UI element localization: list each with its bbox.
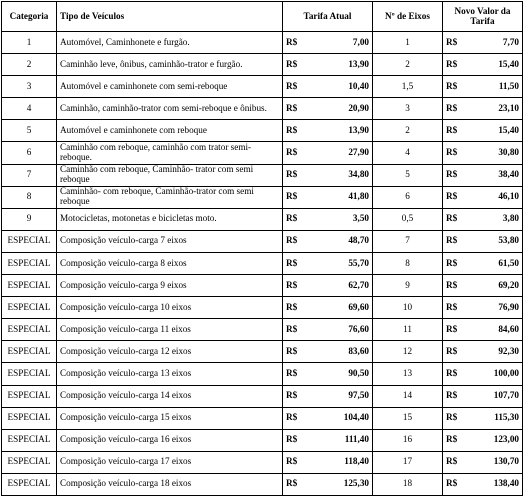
toll-tariff-table bbox=[1, 1, 523, 496]
cell-tipo-veiculo: Motocicletas, motonetas e bicicletas moto. bbox=[57, 208, 283, 230]
novo-valor-value: 7,70 bbox=[502, 36, 519, 47]
cell-tarifa-atual bbox=[283, 297, 373, 319]
tarifa-atual-value: 90,50 bbox=[348, 367, 369, 378]
currency-symbol: R$ bbox=[446, 191, 458, 202]
novo-valor-value: 138,40 bbox=[493, 478, 519, 489]
cell-novo-valor bbox=[443, 429, 523, 451]
novo-valor-value: 30,80 bbox=[498, 147, 519, 158]
currency-symbol: R$ bbox=[286, 102, 298, 113]
currency-symbol: R$ bbox=[286, 80, 298, 91]
cell-categoria: ESPECIAL bbox=[2, 429, 57, 451]
currency-symbol: R$ bbox=[286, 478, 298, 489]
tarifa-atual-value: 69,60 bbox=[348, 301, 369, 312]
cell-numero-eixos: 5 bbox=[373, 164, 443, 186]
cell-tipo-veiculo: Caminhão com reboque, caminhão com trator semi-reboque. bbox=[57, 142, 283, 164]
cell-tipo-veiculo: Composição veículo-carga 8 eixos bbox=[57, 252, 283, 274]
tarifa-atual-value: 3,50 bbox=[352, 213, 369, 224]
cell-numero-eixos: 2 bbox=[373, 54, 443, 76]
table-body bbox=[2, 32, 523, 496]
cell-categoria: ESPECIAL bbox=[2, 407, 57, 429]
cell-categoria: 9 bbox=[2, 208, 57, 230]
cell-numero-eixos: 1,5 bbox=[373, 76, 443, 98]
cell-categoria: ESPECIAL bbox=[2, 319, 57, 341]
table-row bbox=[2, 429, 523, 451]
novo-valor-value: 69,20 bbox=[498, 279, 519, 290]
cell-tarifa-atual bbox=[283, 385, 373, 407]
currency-symbol: R$ bbox=[446, 456, 458, 467]
cell-numero-eixos: 2 bbox=[373, 120, 443, 142]
cell-categoria: ESPECIAL bbox=[2, 252, 57, 274]
currency-symbol: R$ bbox=[446, 102, 458, 113]
cell-tarifa-atual bbox=[283, 54, 373, 76]
header-tarifa-atual: Tarifa Atual bbox=[283, 2, 373, 32]
tarifa-atual-value: 13,90 bbox=[348, 124, 369, 135]
cell-numero-eixos: 10 bbox=[373, 297, 443, 319]
cell-novo-valor bbox=[443, 473, 523, 495]
tarifa-atual-value: 10,40 bbox=[348, 80, 369, 91]
cell-novo-valor bbox=[443, 164, 523, 186]
cell-tarifa-atual bbox=[283, 76, 373, 98]
table-row bbox=[2, 252, 523, 274]
currency-symbol: R$ bbox=[286, 58, 298, 69]
novo-valor-value: 38,40 bbox=[498, 169, 519, 180]
currency-symbol: R$ bbox=[286, 235, 298, 246]
currency-symbol: R$ bbox=[446, 478, 458, 489]
cell-tipo-veiculo: Composição veículo-carga 17 eixos bbox=[57, 451, 283, 473]
cell-tipo-veiculo: Composição veículo-carga 11 eixos bbox=[57, 319, 283, 341]
cell-novo-valor bbox=[443, 32, 523, 54]
cell-tarifa-atual bbox=[283, 120, 373, 142]
currency-symbol: R$ bbox=[286, 124, 298, 135]
novo-valor-value: 130,70 bbox=[493, 456, 519, 467]
cell-novo-valor bbox=[443, 54, 523, 76]
cell-tipo-veiculo: Automóvel, Caminhonete e furgão. bbox=[57, 32, 283, 54]
currency-symbol: R$ bbox=[446, 301, 458, 312]
currency-symbol: R$ bbox=[286, 434, 298, 445]
cell-tarifa-atual bbox=[283, 164, 373, 186]
currency-symbol: R$ bbox=[446, 434, 458, 445]
cell-numero-eixos: 0,5 bbox=[373, 208, 443, 230]
cell-categoria: 2 bbox=[2, 54, 57, 76]
currency-symbol: R$ bbox=[286, 257, 298, 268]
tarifa-atual-value: 83,60 bbox=[348, 345, 369, 356]
currency-symbol: R$ bbox=[446, 367, 458, 378]
tarifa-atual-value: 34,80 bbox=[348, 169, 369, 180]
tarifa-atual-value: 125,30 bbox=[343, 478, 369, 489]
novo-valor-value: 46,10 bbox=[498, 191, 519, 202]
currency-symbol: R$ bbox=[286, 323, 298, 334]
cell-numero-eixos: 8 bbox=[373, 252, 443, 274]
table-row bbox=[2, 32, 523, 54]
cell-novo-valor bbox=[443, 319, 523, 341]
currency-symbol: R$ bbox=[446, 257, 458, 268]
cell-tipo-veiculo: Caminhão leve, ônibus, caminhão-trator e furgão. bbox=[57, 54, 283, 76]
cell-novo-valor bbox=[443, 385, 523, 407]
cell-numero-eixos: 18 bbox=[373, 473, 443, 495]
cell-novo-valor bbox=[443, 120, 523, 142]
cell-novo-valor bbox=[443, 76, 523, 98]
tarifa-atual-value: 48,70 bbox=[348, 235, 369, 246]
cell-tarifa-atual bbox=[283, 208, 373, 230]
tarifa-atual-value: 7,00 bbox=[352, 36, 369, 47]
cell-tarifa-atual bbox=[283, 252, 373, 274]
header-categoria: Categoria bbox=[2, 2, 57, 32]
cell-tarifa-atual bbox=[283, 230, 373, 252]
cell-novo-valor bbox=[443, 98, 523, 120]
cell-tarifa-atual bbox=[283, 451, 373, 473]
novo-valor-value: 11,50 bbox=[498, 80, 519, 91]
cell-categoria: 8 bbox=[2, 186, 57, 208]
tarifa-atual-value: 118,40 bbox=[344, 456, 369, 467]
cell-tipo-veiculo: Composição veículo-carga 14 eixos bbox=[57, 385, 283, 407]
cell-novo-valor bbox=[443, 341, 523, 363]
cell-tarifa-atual bbox=[283, 98, 373, 120]
novo-valor-value: 61,50 bbox=[498, 257, 519, 268]
table-row bbox=[2, 142, 523, 164]
tarifa-atual-value: 62,70 bbox=[348, 279, 369, 290]
currency-symbol: R$ bbox=[446, 345, 458, 356]
tarifa-atual-value: 76,60 bbox=[348, 323, 369, 334]
cell-tarifa-atual bbox=[283, 275, 373, 297]
cell-tipo-veiculo: Composição veículo-carga 7 eixos bbox=[57, 230, 283, 252]
cell-categoria: ESPECIAL bbox=[2, 341, 57, 363]
cell-tarifa-atual bbox=[283, 363, 373, 385]
cell-categoria: ESPECIAL bbox=[2, 363, 57, 385]
table-row bbox=[2, 98, 523, 120]
cell-novo-valor bbox=[443, 142, 523, 164]
cell-numero-eixos: 15 bbox=[373, 407, 443, 429]
currency-symbol: R$ bbox=[446, 58, 458, 69]
currency-symbol: R$ bbox=[446, 279, 458, 290]
currency-symbol: R$ bbox=[286, 301, 298, 312]
cell-numero-eixos: 16 bbox=[373, 429, 443, 451]
cell-tipo-veiculo: Composição veículo-carga 18 eixos bbox=[57, 473, 283, 495]
cell-numero-eixos: 14 bbox=[373, 385, 443, 407]
cell-categoria: ESPECIAL bbox=[2, 451, 57, 473]
novo-valor-value: 76,90 bbox=[498, 301, 519, 312]
tarifa-atual-value: 27,90 bbox=[348, 147, 369, 158]
tarifa-atual-value: 20,90 bbox=[348, 102, 369, 113]
novo-valor-value: 23,10 bbox=[498, 102, 519, 113]
currency-symbol: R$ bbox=[446, 147, 458, 158]
table-row bbox=[2, 208, 523, 230]
novo-valor-value: 92,30 bbox=[498, 345, 519, 356]
cell-tarifa-atual bbox=[283, 319, 373, 341]
cell-numero-eixos: 1 bbox=[373, 32, 443, 54]
cell-tarifa-atual bbox=[283, 429, 373, 451]
cell-tipo-veiculo: Automóvel e caminhonete com semi-reboque bbox=[57, 76, 283, 98]
currency-symbol: R$ bbox=[446, 390, 458, 401]
table-row bbox=[2, 297, 523, 319]
currency-symbol: R$ bbox=[446, 412, 458, 423]
table-row bbox=[2, 230, 523, 252]
currency-symbol: R$ bbox=[446, 124, 458, 135]
table-row bbox=[2, 164, 523, 186]
novo-valor-value: 115,30 bbox=[494, 412, 519, 423]
currency-symbol: R$ bbox=[286, 367, 298, 378]
cell-novo-valor bbox=[443, 363, 523, 385]
currency-symbol: R$ bbox=[286, 36, 298, 47]
table-row bbox=[2, 275, 523, 297]
header-tipo-veiculos: Tipo de Veículos bbox=[57, 2, 283, 32]
cell-novo-valor bbox=[443, 208, 523, 230]
cell-tipo-veiculo: Composição veículo-carga 9 eixos bbox=[57, 275, 283, 297]
currency-symbol: R$ bbox=[446, 213, 458, 224]
tarifa-atual-value: 55,70 bbox=[348, 257, 369, 268]
tarifa-atual-value: 97,50 bbox=[348, 390, 369, 401]
cell-novo-valor bbox=[443, 451, 523, 473]
cell-tarifa-atual bbox=[283, 32, 373, 54]
cell-tarifa-atual bbox=[283, 407, 373, 429]
cell-categoria: 3 bbox=[2, 76, 57, 98]
cell-novo-valor bbox=[443, 252, 523, 274]
cell-novo-valor bbox=[443, 297, 523, 319]
cell-novo-valor bbox=[443, 407, 523, 429]
novo-valor-value: 3,80 bbox=[502, 213, 519, 224]
table-row bbox=[2, 186, 523, 208]
table-row bbox=[2, 319, 523, 341]
cell-tipo-veiculo: Composição veículo-carga 10 eixos bbox=[57, 297, 283, 319]
table-row bbox=[2, 473, 523, 495]
cell-tipo-veiculo: Composição veículo-carga 16 eixos bbox=[57, 429, 283, 451]
header-row bbox=[2, 2, 523, 32]
cell-novo-valor bbox=[443, 186, 523, 208]
cell-tarifa-atual bbox=[283, 341, 373, 363]
novo-valor-value: 100,00 bbox=[493, 367, 519, 378]
cell-novo-valor bbox=[443, 230, 523, 252]
tarifa-atual-value: 41,80 bbox=[348, 191, 369, 202]
currency-symbol: R$ bbox=[286, 169, 298, 180]
cell-categoria: 4 bbox=[2, 98, 57, 120]
novo-valor-value: 123,00 bbox=[493, 434, 519, 445]
table-row bbox=[2, 363, 523, 385]
cell-tarifa-atual bbox=[283, 142, 373, 164]
header-novo-valor: Novo Valor da Tarifa bbox=[443, 2, 523, 32]
table-row bbox=[2, 341, 523, 363]
table-row bbox=[2, 451, 523, 473]
currency-symbol: R$ bbox=[446, 36, 458, 47]
cell-tipo-veiculo: Composição veículo-carga 13 eixos bbox=[57, 363, 283, 385]
novo-valor-value: 107,70 bbox=[493, 390, 519, 401]
cell-tipo-veiculo: Caminhão, caminhão-trator com semi-reboque e ônibus. bbox=[57, 98, 283, 120]
currency-symbol: R$ bbox=[286, 279, 298, 290]
table-row bbox=[2, 120, 523, 142]
cell-categoria: ESPECIAL bbox=[2, 297, 57, 319]
cell-tipo-veiculo: Caminhão- com reboque, Caminhão-trator com semi reboque bbox=[57, 186, 283, 208]
currency-symbol: R$ bbox=[286, 213, 298, 224]
cell-categoria: 7 bbox=[2, 164, 57, 186]
cell-categoria: 5 bbox=[2, 120, 57, 142]
novo-valor-value: 53,80 bbox=[498, 235, 519, 246]
cell-tipo-veiculo: Caminhão com reboque, Caminhão- trator com semi reboque bbox=[57, 164, 283, 186]
table-row bbox=[2, 76, 523, 98]
currency-symbol: R$ bbox=[286, 456, 298, 467]
header-numero-eixos: Nº de Eixos bbox=[373, 2, 443, 32]
cell-tipo-veiculo: Automóvel e caminhonete com reboque bbox=[57, 120, 283, 142]
table-row bbox=[2, 54, 523, 76]
currency-symbol: R$ bbox=[286, 191, 298, 202]
cell-numero-eixos: 4 bbox=[373, 142, 443, 164]
table-row bbox=[2, 407, 523, 429]
cell-categoria: ESPECIAL bbox=[2, 275, 57, 297]
currency-symbol: R$ bbox=[446, 169, 458, 180]
cell-categoria: ESPECIAL bbox=[2, 385, 57, 407]
cell-novo-valor bbox=[443, 275, 523, 297]
cell-categoria: ESPECIAL bbox=[2, 230, 57, 252]
cell-categoria: ESPECIAL bbox=[2, 473, 57, 495]
currency-symbol: R$ bbox=[286, 412, 298, 423]
currency-symbol: R$ bbox=[446, 323, 458, 334]
table-row bbox=[2, 385, 523, 407]
cell-numero-eixos: 17 bbox=[373, 451, 443, 473]
cell-tarifa-atual bbox=[283, 186, 373, 208]
tarifa-atual-value: 104,40 bbox=[343, 412, 369, 423]
cell-categoria: 1 bbox=[2, 32, 57, 54]
cell-numero-eixos: 13 bbox=[373, 363, 443, 385]
cell-numero-eixos: 7 bbox=[373, 230, 443, 252]
cell-tarifa-atual bbox=[283, 473, 373, 495]
currency-symbol: R$ bbox=[286, 345, 298, 356]
novo-valor-value: 15,40 bbox=[498, 124, 519, 135]
cell-tipo-veiculo: Composição veículo-carga 15 eixos bbox=[57, 407, 283, 429]
cell-numero-eixos: 9 bbox=[373, 275, 443, 297]
currency-symbol: R$ bbox=[446, 235, 458, 246]
cell-numero-eixos: 12 bbox=[373, 341, 443, 363]
tarifa-atual-value: 13,90 bbox=[348, 58, 369, 69]
tarifa-atual-value: 111,40 bbox=[344, 434, 369, 445]
novo-valor-value: 84,60 bbox=[498, 323, 519, 334]
currency-symbol: R$ bbox=[286, 390, 298, 401]
cell-tipo-veiculo: Composição veículo-carga 12 eixos bbox=[57, 341, 283, 363]
cell-numero-eixos: 3 bbox=[373, 98, 443, 120]
currency-symbol: R$ bbox=[286, 147, 298, 158]
currency-symbol: R$ bbox=[446, 80, 458, 91]
table-header bbox=[2, 2, 523, 32]
cell-numero-eixos: 6 bbox=[373, 186, 443, 208]
cell-numero-eixos: 11 bbox=[373, 319, 443, 341]
cell-categoria: 6 bbox=[2, 142, 57, 164]
novo-valor-value: 15,40 bbox=[498, 58, 519, 69]
